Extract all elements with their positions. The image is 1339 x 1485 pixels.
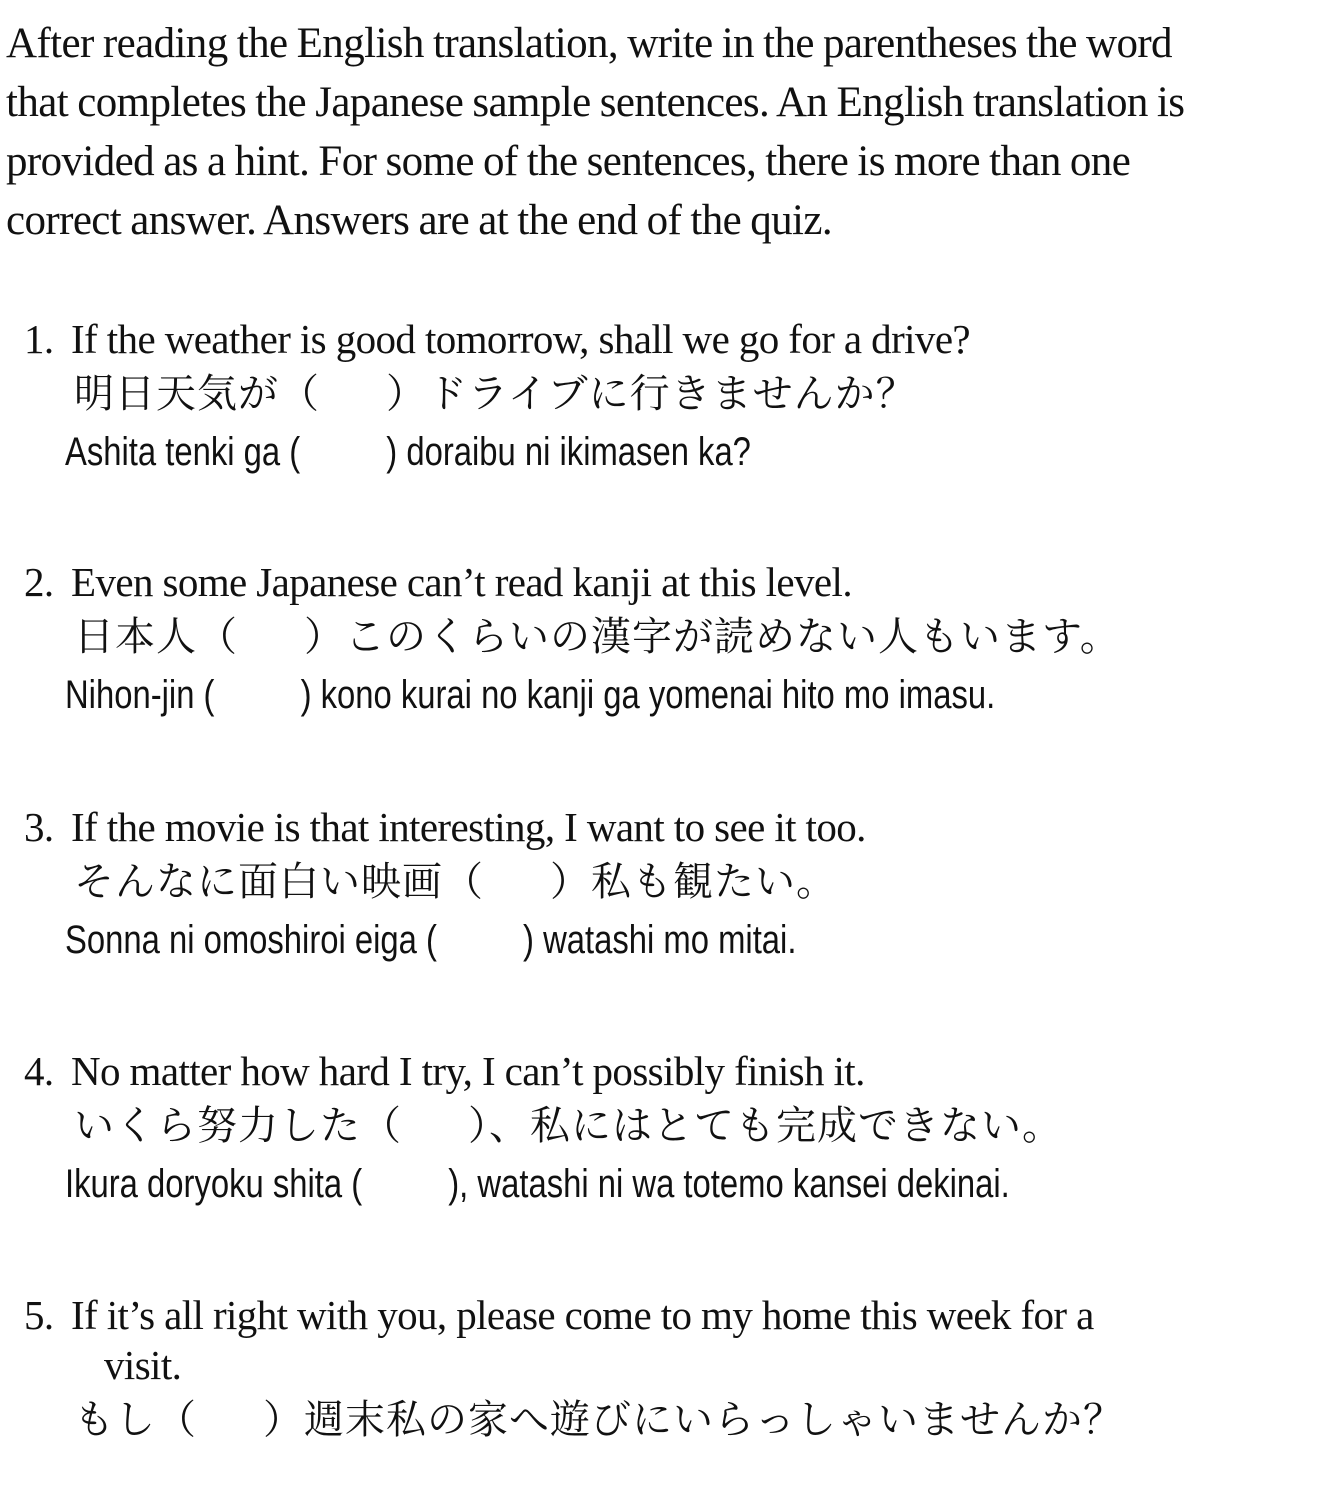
romaji-before-blank: Nihon-jin ( [65,673,215,717]
japanese-sentence [24,1096,1334,1156]
romaji-sentence [24,1156,1098,1212]
english-hint [24,314,1334,364]
japanese-before-blank: 明日天気が（ [74,371,320,417]
japanese-after-blank: ）ドライブに行きませんか？ [386,371,917,417]
romaji-after-blank: ) watashi mo mitai. [523,918,797,962]
english-sentence: If it’s all right with you, please come to my home this week for a [71,1292,1094,1338]
romaji-after-blank: ) kono kurai no kanji ga yomenai hito mo imasu. [300,673,996,717]
romaji-after-blank: ), watashi ni wa totemo kansei dekinai. [448,1162,1010,1206]
japanese-after-blank: ）このくらいの漢字が読めない人もいます。 [304,614,1121,660]
item-number: 3. [24,804,54,850]
japanese-sentence [24,1390,1334,1450]
japanese-before-blank: もし（ [74,1397,197,1443]
item-number: 5. [24,1292,54,1338]
quiz-item-1 [24,314,1334,480]
english-sentence-continued: visit. [104,1342,182,1388]
romaji-before-blank: Sonna ni omoshiroi eiga ( [65,918,437,962]
item-number: 1. [24,316,54,362]
quiz-item-4 [24,1046,1334,1212]
quiz-item-3 [24,802,1334,968]
japanese-sentence [24,607,1334,667]
instructions-line: provided as a hint. For some of the sentences, there is more than one [6,138,1131,185]
japanese-sentence [24,852,1334,912]
english-hint [24,1290,1334,1390]
romaji-sentence [24,912,1098,968]
english-hint [24,1046,1334,1096]
japanese-before-blank: そんなに面白い映画（ [74,859,484,905]
quiz-item-2 [24,557,1334,723]
romaji-after-blank: ) doraibu ni ikimasen ka? [386,430,751,474]
instructions-line: After reading the English translation, write in the parentheses the word [6,20,1172,67]
instructions-paragraph [6,14,1331,250]
japanese-sentence [24,364,1334,424]
item-number: 4. [24,1048,54,1094]
japanese-before-blank: いくら努力した（ [74,1103,402,1149]
quiz-item-5 [24,1290,1334,1450]
romaji-before-blank: Ashita tenki ga ( [65,430,301,474]
japanese-after-blank: ）、私にはとても完成できない。 [468,1103,1063,1149]
item-number: 2. [24,559,54,605]
english-hint [24,802,1334,852]
english-hint [24,557,1334,607]
romaji-sentence [24,667,1098,723]
english-sentence: Even some Japanese can’t read kanji at this level. [71,559,852,605]
english-sentence: If the weather is good tomorrow, shall we go for a drive? [71,316,971,362]
japanese-before-blank: 日本人（ [74,614,238,660]
instructions-line: correct answer. Answers are at the end of the quiz. [6,197,833,244]
romaji-before-blank: Ikura doryoku shita ( [65,1162,363,1206]
english-sentence: If the movie is that interesting, I want to see it too. [71,804,866,850]
japanese-after-blank: ）私も観たい。 [550,859,837,905]
english-sentence: No matter how hard I try, I can’t possibly finish it. [71,1048,865,1094]
instructions-line: that completes the Japanese sample sentences. An English translation is [6,79,1185,126]
japanese-after-blank: ）週末私の家へ遊びにいらっしゃいませんか？ [263,1397,1124,1443]
romaji-sentence [24,424,1098,480]
